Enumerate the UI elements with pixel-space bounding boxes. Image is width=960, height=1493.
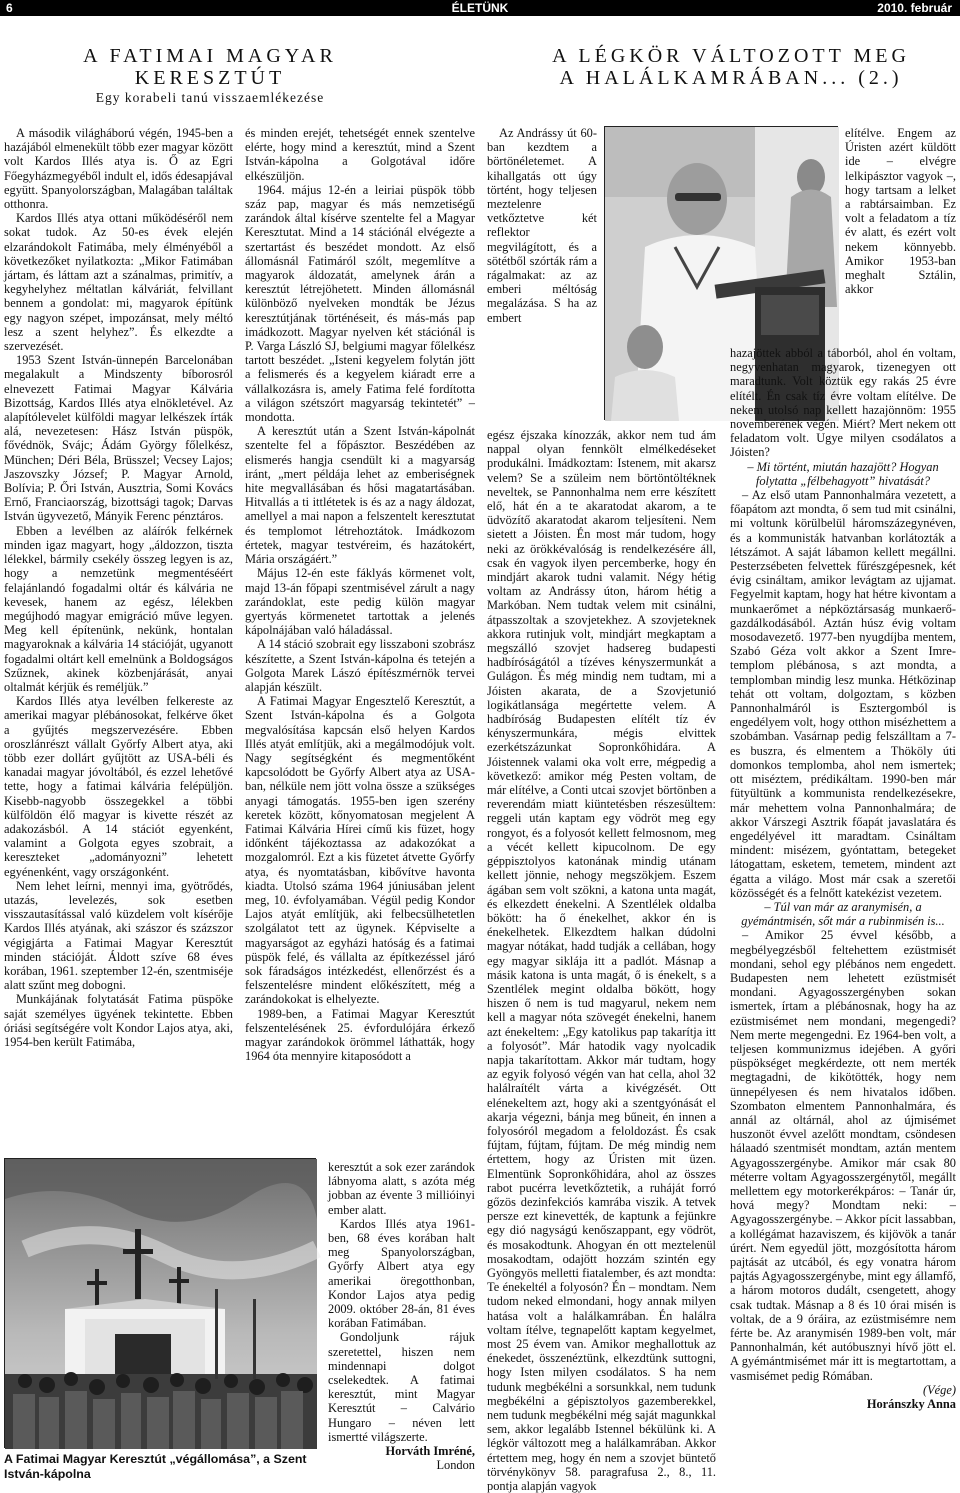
- paragraph: Kardos Illés atya 1961-ben, 68 éves korában halt meg Spanyolországban, Győrfy Albert atya egy amerikai öregotthonban, Kondor Lajos atya pedig 2009. október 28-án, 81 éves korában Fatimában.: [328, 1216, 475, 1331]
- article2-author: Horánszky Anna: [866, 1397, 956, 1412]
- paragraph: Kardos Illés atya ottani működéséről nem sokat tudok. Az 50-es évek elején elzarándokolt Fatimába, mely élményéből a következőket nyilatkozta: „Mikor Fatimában jártam, és láttam azt a szánalmas, primitív, a kegyhelyhez méltatlan kálváriát, felvillant bennem a gondolat: mi, magyarok építünk egy nagyon szépet, impozánsat, mely méltó lesz a szent helyhez”. És elkezdte a szervezését.: [4, 211, 233, 354]
- paragraph: – Amikor 25 évvel később, a megbélyegzésből feltehettem ezüstmisét mondani, sehol egy plébános nem engedett. Budapesten nem lehetett ezüstmisét mondani. Agyagosszergényben sokan ismertek, írtam a plébánosnak, hogy ha az ezüstmisémet nem mondani, megengedi? Nem merte megengedni. Ez 1964-ben volt, a teljesen kommunizmus idejében. A győri püspökséget megkérdezte, ott nem merték megtagadni, de kikötötték, hogy nem ünnepélyesen és nem hivatalos időben. Szombaton elmentem Pannonhalmára, és annál az oltárnál, ahol az újmisémet huszonöt évvel azelőtt mondtam, csöndesen hálaadó szentmisét mondtam, aztán mentem Agyagosszergénybe. Amikor már csak 80 méterre voltam Agyagosszergénytől, megállt mellettem egy motorkerékpáros: – Tanár úr, hová megy? Mondtam neki: – Agyagosszergénybe. – Akkor pícit lassabban, a kollégámat hazaviszem, és kijövök a tanár úrért. Nem egyedül jött, mozgósította három pajtását az utcából, és egy vonatra három pajtás Agyagosszergénybe, mint egy államfő, a három motoros dudált, csengetett, ahogy csak tudtak. Másnap a 8 és 10 órai misén is voltak, de a 9 óráira, az ezüstmisémre nem férte be. Az aranymisén 1989-ben volt, már Pannonhalmán, két autóbusznyi hívő jött el. A gyémántmisémet már itt is megtartottam, a vasmisémet pedig Rómában.: [730, 928, 956, 1383]
- paragraph: hazajöttek abból a táborból, ahol én voltam, negyvenhatan magyarok, tizenegyen ott maradtunk. Volt köztük egy rakás 25 évre elítélt. Én csak tíz évre voltam elítélve. De nekem utolsó nap kellett hazajönnöm: 1955 novemberének végén. Miért? Mert nekem ott feladatom volt. Ugye milyen csodálatos a Jóisten?: [730, 346, 956, 460]
- paragraph: egész éjszaka kínozzák, akkor nem tud ám nappal olyan fennkölt elmélkedéseket produkálni. Imádkoztam: Istenem, mit akarsz velem? Se a szüleim nem börtöntöltéknek neveltek, se Pannonhalma nem erre készített elő, hát én a te akaratodat akarom, a te üdvözítő akaratodat akarom teljesíteni. Nem sietett a Jóisten. Én most már tudom, hogy neki az örökkévalóság is rendelkezésére áll, csak én vagyok ilyen percemberke, hogy én mindjárt akarok tudni valamit. Négy hétig voltam az Andrássy úton, három hétig a Markóban. Nem tudtak velem mit csinálni, átpasszoltak a szovjetekhez. A szovjeteknek akkora rutinjuk volt, mindjárt megkaptam a megszálló szovjet hadsereg budapesti hadbíróságától a tízéves kényszermunkát a Gulágon. És még mindig nem tudtam, mi a Jóisten akarata, de a Szovjetunió logikátlansága megértette velem. A hadbíróság Budapesten elítélt tíz év kényszermunkára, mégis elvittek ezerkétszázunkat Sopronkőhidára. A Jóistennek valami oka volt erre, mégpedig a következő: amikor még Pesten voltam, de már elítélve, a Conti utcai szovjet börtönben a reverendám miatt kiüntetésben részesültem: reggeli után kaptam egy vödröt meg egy rongyot, és a folyosót kellett felmosnom, meg a vécét kellett kipucolnom. De egy géppisztolyos katonának mindig utánam kellett jönnie, nehogy megszökjem. Eszem ágában sem volt szökni, a katona unta magát, és elkezdett énekelni. A Szentlélek oldalba bökött: ha ő énekelhet, akkor én is énekelhetek. Elkezdtem halkan dúdolni magyar nótákat, hadd tudják a cellában, hogy egy magyar siklája itt a padlót. Másnap a másik katona is unta magát, ő is énekelt, s a Szentlélek megint oldalba bökött, hogy hiszen ő nem is tud magyarul, nekem nem kell a magyar nóta szövegét énekelni, hanem azt énekeltem: „Egy katolikus pap takarítja itt a folyosót”. Már hatodik vagy nyolcadik napja takarítottam. Akkor már tudtam, hogy az egyik folyosó végén van hat cella, ahol 32 halálraítélt várta a kivégzését. Ott elénekeltem azt, hogy aki a szentgyónását el akarja végezni, bánja meg bűneit, én innen a folyosóról megadom a feloldozást. És csak fújtam, fújtam, fújtam. De még mindig nem értettem, hogy az Úristen mit üzen. Elmentünk Sopronkőhidára, ahol az összes rabot pucérra levetkőztetik, a ruháját forró gőzös dezinfekciós kamrába viszik. A tetvek persze ezt kinevették, de kaptunk a fejünkre egy dió nagyságú kenőszappant, egy vödröt, és mosakodtunk. Ahogyan én ott meztelenül mosakodtam, odajött hozzám szintén egy Gyöngyös melletti fiatalember, és azt mondta: Te énekeltél a folyosón? Én – mondtam. Nem tudom neked elmondani, hogy annak milyen hatása volt a halálkamrában. Én halálra voltam ítélve, tegnapelőtt kaptam kegyelmet, most 25 évem van. Amikor meghallottuk az énekedet, összenéztünk, elkezdtünk suttogni, hogy Isten milyen csodálatos. S ha nem tudunk megbékélni a sorsunkkal, nem tudunk megbékélni a gépisztolyos gazemberekkel, nem tudunk megbékélni még saját magunkkal sem, akkor legalább Istennel békülünk ki. A légkör változott meg a halálkamrában. Akkor értettem meg, hogy én nem a szovjet büntető törvénykönyv 58. paragrafusa 2., 8., 11. pontja alapján vagyok: [487, 428, 716, 1493]
- paragraph: A Fatimai Magyar Engesztelő Keresztút, a Szent István-kápolna és a Golgota megvalósítása kapcsán első helyen Kardos Illés atyát említjük, aki a megálmodójuk volt. Nagy segítségként és megmentőként kapcsolódott be Győrfy Albert atya az USA-ban, nélküle nem jött volna össze a szükséges anyagi támogatás. 1955-ben igen szerény keretek között, kőnyomatosan megjelent A Fatimai Kálvária Hírei című kis füzet, hogy időnként tájékoztassa az adakozókat a mozgalomról. Ezt a kis füzetet átvette Győrfy atya, és nyomtatásban, kibővítve havonta kiadta. Utolsó száma 1964 júniusában jelent meg, 10. évfolyamában. Végül pedig Kondor Lajos atyát említjük, aki felbecsülhetetlen szolgálatot tett az ügynek. Képviselte a magyarságot az egyházi hatóság és a fatimai püspök felé, és vállalta az építkezéssel járó sok fáradságos intézkedést, ellenőrzést és a felszentelésre mindent előkészített, még a zarándokokat is elhelyezte.: [245, 694, 475, 1007]
- paragraph: 1964. május 12-én a leiriai püspök több száz pap, magyar és más nemzetiségű zarándok által kísérve szentelte fel a Magyar Keresztutat. Mind a 14 stációnál elvégezte a szertartást és beszédet mondott. Az első állomásnál Fatimáról szólt, megemlítve a magyarok áldozatát, amelynek árán a keresztút létrejöhetett. Minden állomásnál különböző nyelveken mondták be Jézus keresztútjának történéseit, és más-más pap imádkozott. Magyar nyelven két stációnál is P. Varga László SJ, belgiumi magyar főlelkész tartott beszédet. „Isteni kegyelem folytán jött a felismerés és a kegyelem kiáradt erre a vállalkozásra is, amely Fatima felé fordította a világon szétszórt magyarság tekintetét” – mondotta.: [245, 182, 475, 425]
- article1-author: Horváth Imréné,: [385, 1444, 475, 1459]
- paragraph: keresztút a sok ezer zarándok lábnyoma alatt, s azóta még jobban az évente 3 millióinyi ember alatt.: [328, 1160, 475, 1217]
- article2-column-3: [487, 428, 716, 1493]
- interview-question: – Túl van már az aranymisén, a gyémántmisén, sőt már a rubinmisén is...: [741, 899, 945, 929]
- article1-subtitle: Egy korabeli tanú visszaemlékezése: [95, 90, 325, 105]
- paragraph: Nem lehet leírni, mennyi ima, gyötrődés, utazás, levelezés, sok esetben visszautasítással való küzdelem volt kísérője Kardos Illés atyának, aki szászor és százszor végigjárta a Fatimai Magyar Keresztút minden stációját. Áldott szíve 68 éves korában, 1961. szeptember 12-én, szentmiséje alatt szűnt meg dobogni.: [4, 878, 233, 993]
- article1-column-2-continued: [328, 1160, 475, 1480]
- paragraph: Gondoljunk rájuk szeretettel, hiszen nem mindennapi dolgot cselekedtek. A fatimai keresztút, mint Magyar Keresztút – Calvário Hungaro – néven lett ismertté világszerte.: [328, 1330, 475, 1444]
- paragraph: A keresztút után a Szent István-kápolnát szentelte fel a főpásztor. Beszédében az elismerés hangja csendült ki a magyarság iránt, „mert példája lehet az emberiségnek hite megvallásában és hősi magatartásában. Hitvallás a ti ittlétetek is és az a nagy áldozat, amellyel a mai napon a felszentelt keresztutat és templomot létrehoztátok. Imádkozom értetek, magyar testvéreim, és hazátokért, Mária országáért.”: [245, 424, 475, 567]
- article2-title-line1: A LÉGKÖR VÁLTOZOTT MEG: [552, 45, 910, 67]
- paragraph: Kardos Illés atya levélben felkereste az amerikai magyar plébánosokat, felkérve őket a gyűjtés megszervezésére. Ebben oroszlánrészt vállalt Győrfy Albert atya, aki több ezer dollárt gyűjtött az USA-béli és kanadai magyar jóvoltából, és ezzel lehetővé tette, hogy a fatimai kálvária felépüljön. Kisebb-nagyobb összegekkel a többi külföldön élő magyar is kivette részét az adakozásból. A 14 stációt egyenként, valamint a Golgota egyes szobrait, a kereszteket „adományozni” lehetett egyénenként, vagy országonként.: [4, 694, 233, 879]
- issue-date: 2010. február: [877, 1, 952, 15]
- paragraph: A második világháború végén, 1945-ben a hazájából elmenekült több ezer magyar között volt Kardos Illés atya is. Ő az Egri Főegyházmegyéből indult el, idős édesapjával együtt. Spanyolországban, Malagában találtak otthonra.: [4, 126, 233, 212]
- article2-column-intro: [487, 126, 597, 421]
- article2-column-4: [730, 346, 956, 1482]
- paragraph: és minden erejét, tehetségét ennek szentelve elérte, hogy mind a keresztút, mind a Szent István-kápolna a Golgotával időre elkészüljön.: [245, 126, 475, 183]
- paragraph: 1989-ben, a Fatimai Magyar Keresztút felszentelésének 25. évfordulójára érkező magyar zarándokok örömmel láthatták, hogy 1964 óta mennyire kitaposódott a: [245, 1006, 475, 1064]
- paragraph: Május 12-én este fáklyás körmenet volt, majd 13-án főpapi szentmisével zárult a nagy zarándoklat, este pedig külön magyar gyertyás körmenetet tartottak a jelenés kápolnájában való háladással.: [245, 566, 475, 638]
- article2-end-note: (Vége): [922, 1382, 956, 1397]
- paragraph: Munkájának folytatását Fatima püspöke saját személyes ügyének tekintette. Ebben óriási segítségére volt Kondor Lajos atya, aki, 1954-ben került Fatimába,: [4, 992, 233, 1049]
- magazine-name: ÉLETÜNK: [451, 1, 509, 15]
- article1-column-1: [4, 126, 233, 1146]
- article1-heading: [18, 45, 402, 107]
- article2-column-4-intro: [845, 126, 956, 344]
- paragraph: Ebben a levélben az aláírók felkérnek minden igaz magyart, hogy „áldozzon, tiszta lélekkel, bármily csekély összeg legyen is az, hogy a nemzetünk megmentéséért felajánlandó fogadalmi oltár és kálvária ne kevesek, hanem az egész, lélekben megújhodó magyar emigráció műve legyen. Meg kell építenünk, nekünk, hontalan magyaroknak a kálvária 14 stációját, ugyanott fogadalmi oltárt kell emelnünk a Boldogságos Szűznek, akinek közbenjárását, anyai oltalmát kérjük és reméljük.”: [4, 523, 233, 694]
- chapel-photo-caption: A Fatimai Magyar Keresztút „végállomása”, a Szent István-kápolna: [4, 1452, 307, 1481]
- article1-author-city: London: [436, 1458, 475, 1473]
- paragraph: – Az első utam Pannonhalmára vezetett, a főapátom azt mondta, ő sem tud mit csinálni, mi voltunk körülbelül háromszázegynéven, és a kommunisták hatvanban korlátozták a létszámot. A saját lábamon kellett megállni. Pesterzsébeten felvettek fűrészgépesnek, két évig csináltam, amikor levágtam az ujjamat. Fegyelmit kaptam, hogy hat hétre kivontam a munkaerőmet a népköztársaság munkaerő-gazdálkodásából. Aztán húsz évig voltam mosodavezető. 1977-ben nyugdíjba mentem, Szabó Géza volt akkor a Szent Imre-templom plébánosa, s azt mondta, a templomban mindig lesz munka. Hétközinap tehát ott voltam, dolgoztam, s közben Pannonhalmáról is Esztergomból is engedélyem volt, hogy otthon misézhettem a szobámban. Vasárnap pedig felszálltam a 7-es buszra, és elmentem a Thököly úti domonkos templomba, ahol nem ismertek; ott miséztem, prédikáltam. 1990-ben már fütyültünk a kommunista rendelkezésekre, már mehettem volna Pannonhalmára; de akkor Várszegi Asztrik főapát javaslatára és engedélyével itt maradtam. Csináltam mindent: misézem, gyóntattam, betegeket látogattam, esketem, temetem, mindent azt égatta a világo. Most már csak a szeretői közösségét és a felnőtt katekézist vezetem.: [730, 488, 956, 900]
- article2-heading: [518, 45, 944, 89]
- paragraph: elítélve. Engem az Úristen azért küldött ide – elvégre lelkipásztor vagyok –, hogy tartsam a lelket a rabtársaimban. Ez volt a feladatom a tíz év alatt, és ezért volt nekem könnyebb. Amikor 1953-ban meghalt Sztálin, akkor: [845, 126, 956, 297]
- article1-title: A FATIMAI MAGYAR KERESZTÚT: [83, 45, 337, 89]
- page-header: [0, 0, 960, 16]
- interview-question: – Mi történt, miután hazajött? Hogyan folytatta „félbehagyott” hivatását?: [747, 459, 939, 488]
- paragraph: Az Andrássy út 60-ban kezdtem a börtönéletemet. A kihallgatás ott úgy történt, hogy teljesen meztelenre vetkőztetve két reflektor megvilágított, és a sötétből szórták rám a rágalmakat: az az emberi méltóság megalázása. S ha az embert: [487, 126, 597, 325]
- article2-title-line2: A HALÁLKAMRÁBAN... (2.): [559, 67, 903, 89]
- page-number: 6: [6, 1, 13, 15]
- paragraph: A 14 stáció szobrait egy lisszaboni szobrász készítette, a Szent István-kápolna és tetején a Golgota Marek Lászó építészmérnök tervei alapján készült.: [245, 637, 475, 694]
- paragraph: 1953 Szent István-ünnepén Barcelonában megalakult a Mindszenty bíborosról elnevezett Fatimai Magyar Kálvária Bizottság, Kardos Illés atya elnökletével. Az alapítólevelet külföldi magyar lelkészek írták alá, nevezetesen: Hász István püspök, fővédnök, Svájc; Ádám György főlelkész, München; Déri Béla, Brüsszel; Vecsey Lajos; Jaszovszky József; P. Magyar Arnold, Bolívia; P. Őri István, Ausztria, Somi Kovács Ernő, Franciaország, bizottsági tagok; Darvas István ügyvezető, Mányik Ferenc pénztáros.: [4, 353, 233, 524]
